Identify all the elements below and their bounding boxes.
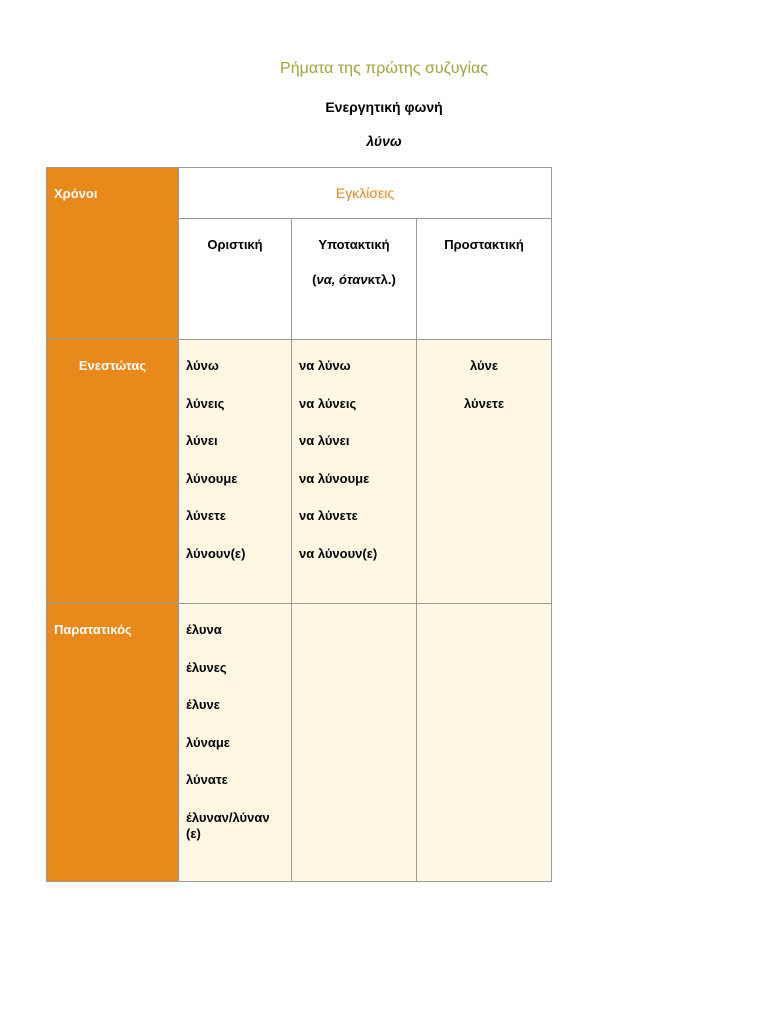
form: έλυναν/λύναν (ε) xyxy=(186,809,270,841)
form: έλυνε xyxy=(186,697,220,712)
indicative-header xyxy=(179,219,292,340)
moods-header-label: Εγκλίσεις xyxy=(335,185,395,201)
form: λύνουν(ε) xyxy=(186,545,246,561)
subjunctive-note-rest: κτλ.) xyxy=(367,272,396,287)
form: να λύνω xyxy=(299,358,351,373)
present-subjunctive xyxy=(292,340,417,604)
voice-subtitle: Ενεργητική φωνή xyxy=(325,99,443,115)
form: λύνε xyxy=(470,358,499,373)
form: λύνετε xyxy=(464,395,504,411)
form: λύνατε xyxy=(186,772,228,787)
form: λύνουμε xyxy=(186,470,238,486)
tense-present-label: Ενεστώτας xyxy=(78,358,147,373)
tense-present xyxy=(47,340,179,604)
form: να λύνει xyxy=(299,433,350,448)
form: λύνω xyxy=(186,358,219,373)
form: να λύνεις xyxy=(299,395,357,411)
subjunctive-note-open: ( xyxy=(312,272,317,287)
present-imperative xyxy=(417,340,552,604)
imperative-header xyxy=(417,219,552,340)
form: έλυνες xyxy=(186,659,227,675)
imperfect-imperative xyxy=(417,604,552,882)
form: να λύνουμε xyxy=(299,470,370,486)
subjunctive-note-italic: να, όταν xyxy=(316,272,368,287)
tense-imperfect xyxy=(47,604,179,882)
imperfect-indicative xyxy=(179,604,292,882)
indicative-label: Οριστική xyxy=(207,237,263,252)
verb-heading: λύνω xyxy=(366,133,402,149)
form: λύνετε xyxy=(186,508,226,523)
subjunctive-note xyxy=(292,272,416,287)
tenses-header xyxy=(47,168,179,340)
tenses-header-label: Χρόνοι xyxy=(54,186,98,201)
form: να λύνουν(ε) xyxy=(299,545,378,561)
page-title: Ρήματα της πρώτης συζυγίας xyxy=(280,60,488,77)
form: λύναμε xyxy=(186,734,230,750)
imperfect-subjunctive xyxy=(292,604,417,882)
form: λύνεις xyxy=(186,395,225,411)
tense-imperfect-label: Παρατατικός xyxy=(54,622,132,637)
present-indicative xyxy=(179,340,292,604)
conjugation-table xyxy=(46,167,552,882)
form: να λύνετε xyxy=(299,508,358,523)
subjunctive-header xyxy=(292,219,417,340)
form: έλυνα xyxy=(186,622,222,637)
form: λύνει xyxy=(186,433,218,448)
imperative-label: Προστακτική xyxy=(444,237,524,252)
subjunctive-label: Υποτακτική xyxy=(318,237,390,252)
moods-header xyxy=(179,168,552,219)
